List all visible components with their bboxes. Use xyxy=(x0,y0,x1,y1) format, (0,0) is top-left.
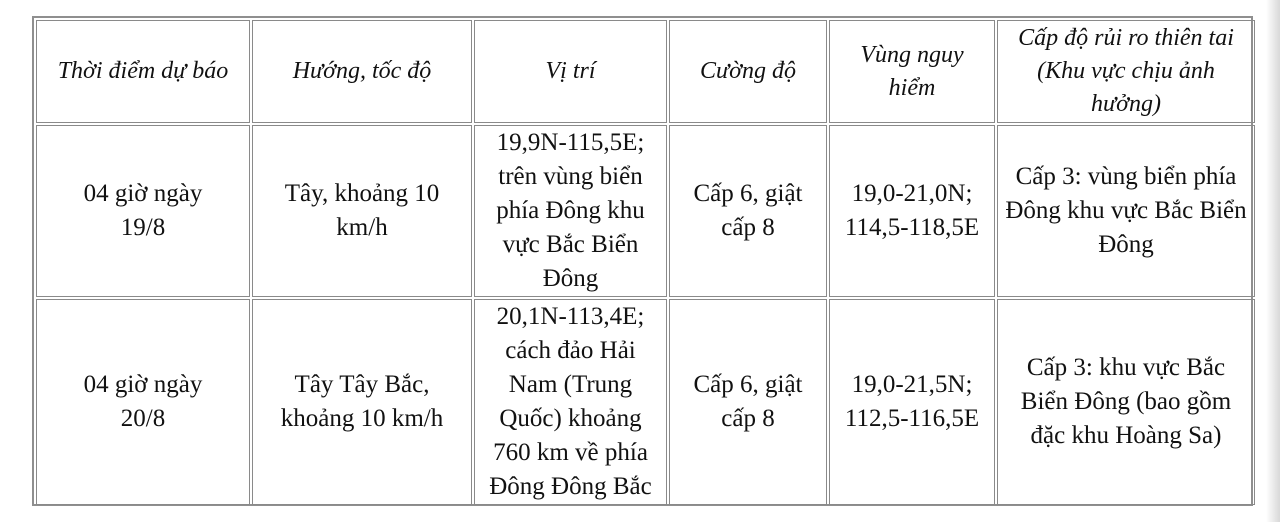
cell-position xyxy=(474,299,667,505)
cell-intensity xyxy=(669,299,827,505)
cell-direction-speed xyxy=(252,299,472,505)
header-cell-position xyxy=(474,20,667,123)
cell-text: 19,9N-115,5E; trên vùng biển phía Đông khu vực Bắc Biển Đông xyxy=(496,129,645,292)
header-label: Hướng, tốc độ xyxy=(292,58,432,84)
cell-text: Cấp 6, giật cấp 8 xyxy=(693,180,803,241)
header-label: Vị trí xyxy=(545,58,596,84)
table-header-row xyxy=(36,20,1255,123)
cell-text: Tây, khoảng 10 km/h xyxy=(284,180,440,241)
page-edge-shadow xyxy=(1266,0,1280,522)
cell-text: 19,0-21,5N; 112,5-116,5E xyxy=(844,371,980,432)
cell-text: 04 giờ ngày 19/8 xyxy=(83,180,203,241)
header-cell-danger-zone xyxy=(829,20,995,123)
table-row xyxy=(36,125,1255,297)
cell-text: 19,0-21,0N; 114,5-118,5E xyxy=(844,180,980,241)
header-cell-direction-speed xyxy=(252,20,472,123)
cell-danger-zone xyxy=(829,299,995,505)
header-label: Cường độ xyxy=(700,58,796,84)
cell-position xyxy=(474,125,667,297)
header-cell-time xyxy=(36,20,250,123)
cell-text: 20,1N-113,4E; cách đảo Hải Nam (Trung Quốc) khoảng 760 km về phía Đông Đông Bắc xyxy=(489,303,652,500)
cell-text: Cấp 3: vùng biển phía Đông khu vực Bắc Biển Đông xyxy=(1005,163,1247,258)
cell-intensity xyxy=(669,125,827,297)
cell-text: 04 giờ ngày 20/8 xyxy=(83,371,203,432)
cell-time xyxy=(36,125,250,297)
header-label: Cấp độ rủi ro thiên tai (Khu vực chịu ảnh hưởng) xyxy=(1018,25,1234,117)
header-label: Thời điểm dự báo xyxy=(57,58,229,84)
header-cell-risk-level xyxy=(997,20,1255,123)
cell-risk-level xyxy=(997,299,1255,505)
cell-text: Cấp 6, giật cấp 8 xyxy=(693,371,803,432)
cell-text: Tây Tây Bắc, khoảng 10 km/h xyxy=(280,371,444,432)
cell-danger-zone xyxy=(829,125,995,297)
header-cell-intensity xyxy=(669,20,827,123)
cell-risk-level xyxy=(997,125,1255,297)
table-row xyxy=(36,299,1255,505)
cell-text: Cấp 3: khu vực Bắc Biển Đông (bao gồm đặc khu Hoàng Sa) xyxy=(1020,354,1232,449)
header-label: Vùng nguy hiểm xyxy=(860,41,964,101)
forecast-table-grid xyxy=(34,18,1257,507)
cell-time xyxy=(36,299,250,505)
cell-direction-speed xyxy=(252,125,472,297)
forecast-table xyxy=(32,16,1253,506)
